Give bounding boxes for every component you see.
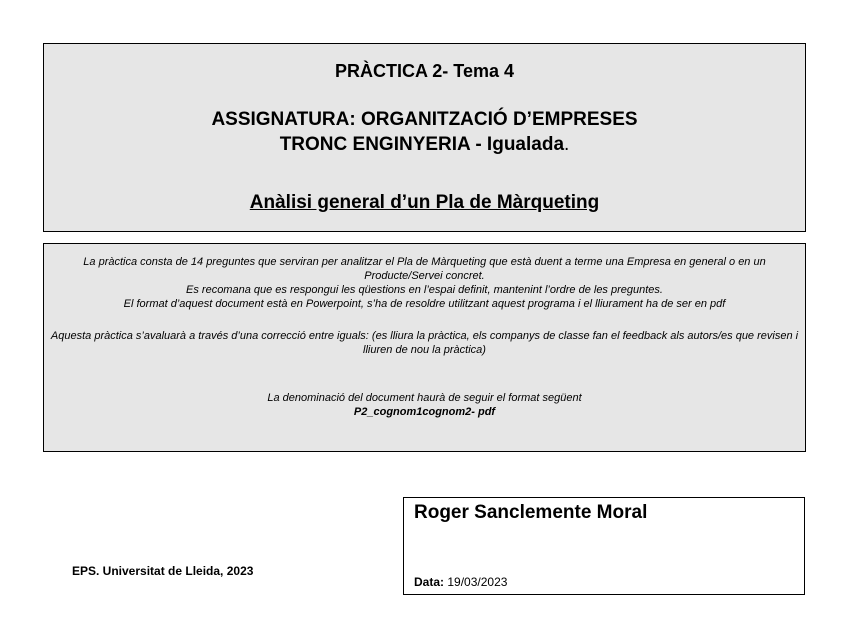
practice-heading: PRÀCTICA 2- Tema 4 [334,61,515,81]
instruction-line-2: Es recomana que es respongui les qüestions en l’espai definit, mantenint l’ordre de les preguntes. [186,284,663,296]
title-panel [43,43,806,232]
instruction-line-4: Aquesta pràctica s’avaluarà a través d’una correcció entre iguals: (es lliura la pràctica, els companys de classe fan el feedback als autors/es que revisen i lliuren de nou la pràctica) [50,330,799,356]
filename-format: P2_cognom1cognom2- pdf [353,406,496,418]
trunk-text: TRONC ENGINYERIA - Igualada [279,134,565,155]
instructions-panel [43,243,806,452]
instruction-line-3: El format d’aquest document està en Powerpoint, s’ha de resoldre utilitzant aquest programa i el lliurament ha de ser en pdf [123,298,726,310]
trunk-period: . [564,134,570,155]
institution-footer: EPS. Universitat de Lleida, 2023 [72,564,254,578]
analysis-title: Anàlisi general d’un Pla de Màrqueting [249,192,600,213]
trunk-heading [44,134,805,156]
subject-heading: ASSIGNATURA: ORGANITZACIÓ D’EMPRESES [211,109,638,130]
author-panel [403,497,805,595]
date-line [414,575,507,589]
date-label: Data: [414,575,445,589]
date-value: 19/03/2023 [447,575,508,589]
instruction-line-5: La denominació del document haurà de seguir el format següent [267,392,582,404]
author-name: Roger Sanclemente Moral [414,502,648,523]
instruction-line-1: La pràctica consta de 14 preguntes que serviran per analitzar el Pla de Màrqueting que està duent a terme una Empresa en general o en un Producte/Servei concret. [83,256,766,282]
